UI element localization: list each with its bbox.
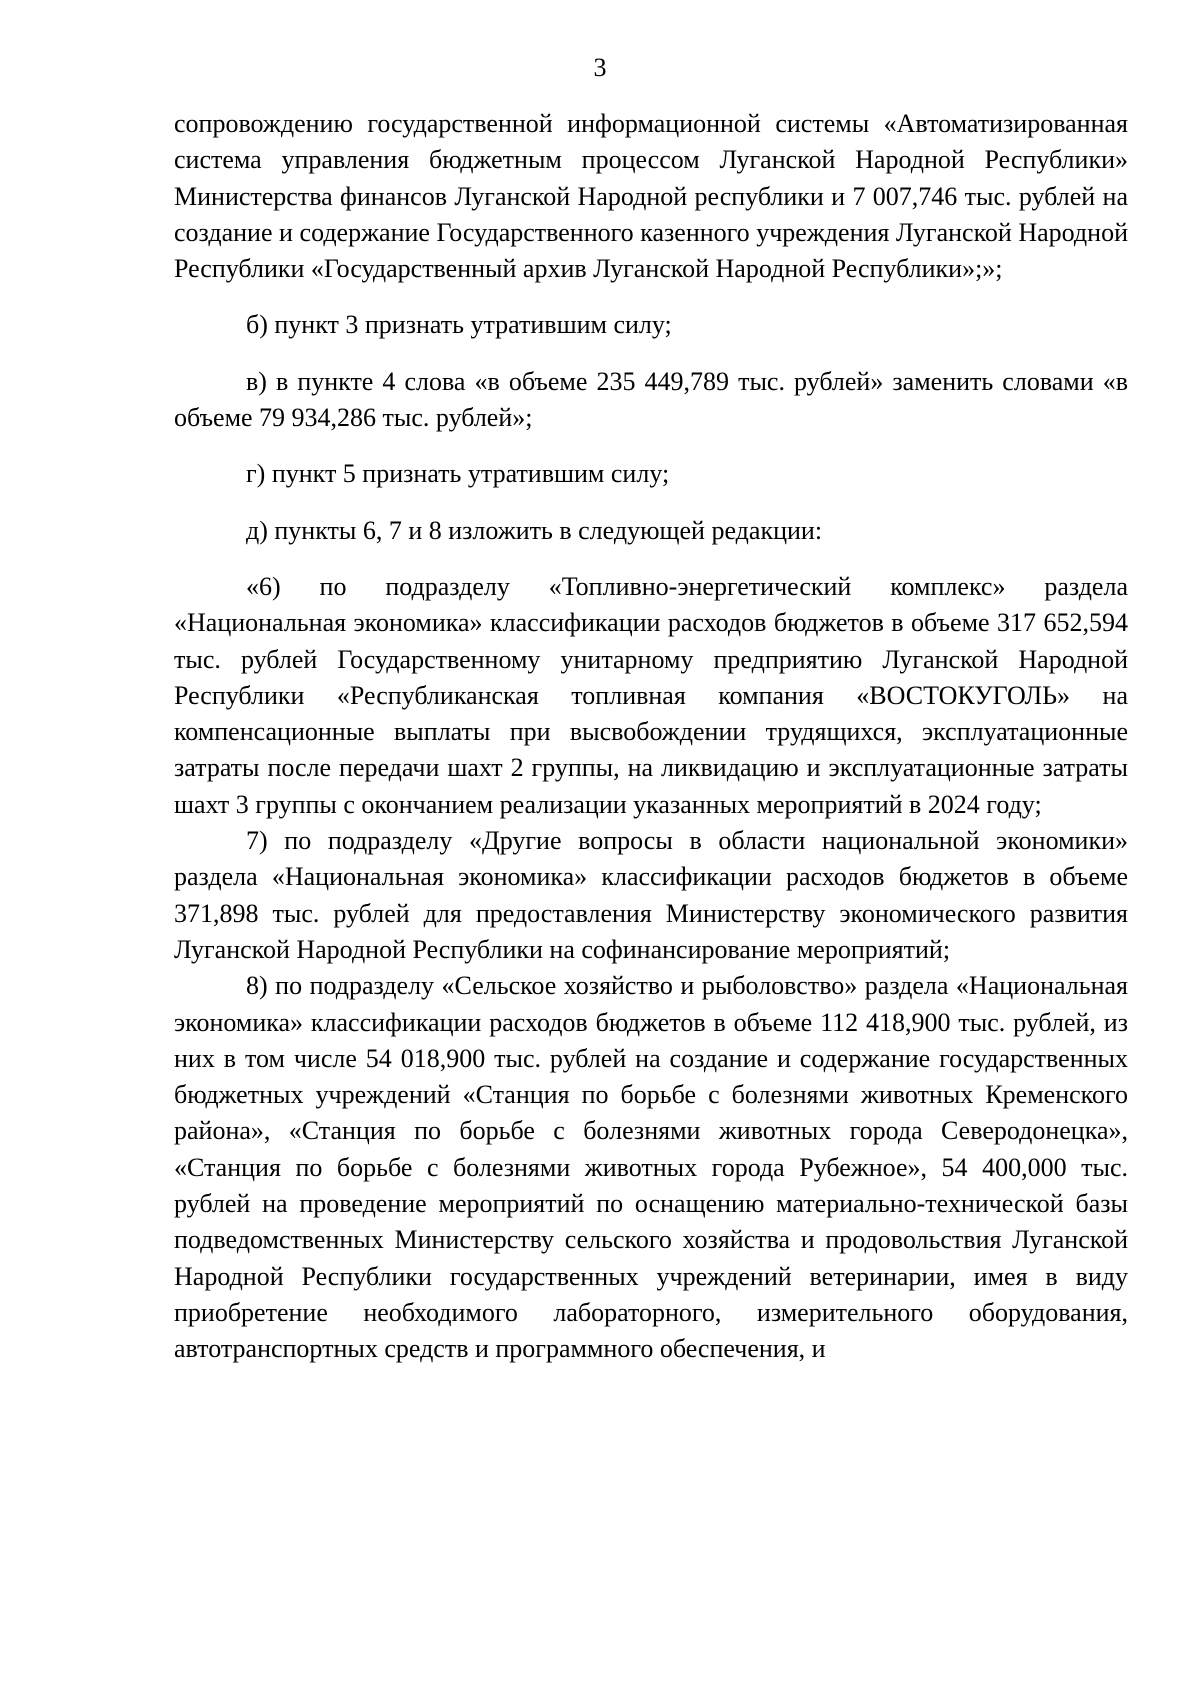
- paragraph-item-v: в) в пункте 4 слова «в объеме 235 449,789 тыс. рублей» заменить словами «в объеме 79 934,286 тыс. рублей»;: [174, 366, 1128, 433]
- document-body: [174, 106, 1128, 1368]
- paragraph-item-g: г) пункт 5 признать утратившим силу;: [246, 459, 670, 489]
- page-number: 3: [593, 53, 607, 82]
- paragraph-item-d: д) пункты 6, 7 и 8 изложить в следующей редакции:: [246, 515, 823, 545]
- paragraph-point-6: «6) по подразделу «Топливно-энергетический комплекс» раздела «Национальная экономика» классификации расходов бюджетов в объеме 317 652,594 тыс. рублей Государственному унитарному предприятию Луганской Народной Республики «Республиканская топливная компания «ВОСТОКУГОЛЬ» на компенсационные выплаты при высвобождении трудящихся, эксплуатационные затраты после передачи шахт 2 группы, на ликвидацию и эксплуатационные затраты шахт 3 группы с окончанием реализации указанных мероприятий в 2024 году;: [174, 571, 1128, 819]
- paragraph-continuation: сопровождению государственной информационной системы «Автоматизированная система управления бюджетным процессом Луганской Народной Республики» Министерства финансов Луганской Народной республики и 7 007,746 тыс. рублей на создание и содержание Государственного казенного учреждения Луганской Народной Республики «Государственный архив Луганской Народной Республики»;»;: [174, 109, 1128, 284]
- paragraph-point-7: 7) по подразделу «Другие вопросы в области национальной экономики» раздела «Национальная экономика» классификации расходов бюджетов в объеме 371,898 тыс. рублей для предоставления Министерству экономического развития Луганской Народной Республики на софинансирование мероприятий;: [174, 826, 1128, 964]
- paragraph-item-b: б) пункт 3 признать утратившим силу;: [246, 310, 672, 340]
- paragraph-point-8: 8) по подразделу «Сельское хозяйство и рыболовство» раздела «Национальная экономика» классификации расходов бюджетов в объеме 112 418,900 тыс. рублей, из них в том числе 54 018,900 тыс. рублей на создание и содержание государственных бюджетных учреждений «Станция по борьбе с болезнями животных Кременского района», «Станция по борьбе с болезнями животных города Северодонецка», «Станция по борьбе с болезнями животных города Рубежное», 54 400,000 тыс. рублей на проведение мероприятий по оснащению материально-технической базы подведомственных Министерству сельского хозяйства и продовольствия Луганской Народной Республики государственных учреждений ветеринарии, имея в виду приобретение необходимого лабораторного, измерительного оборудования, автотранспортных средств и программного обеспечения, и: [174, 971, 1128, 1364]
